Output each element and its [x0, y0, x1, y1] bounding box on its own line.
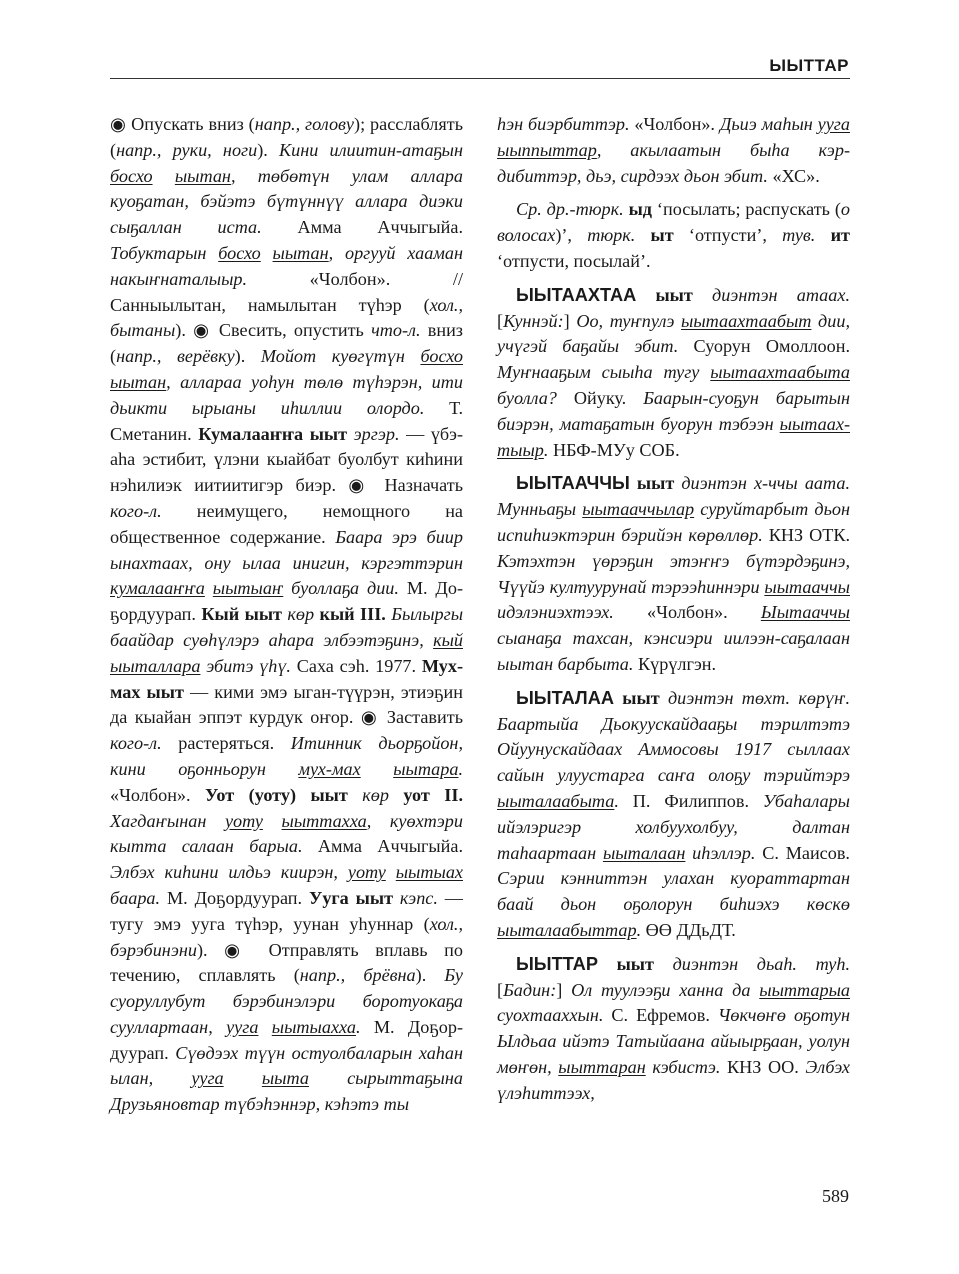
right-paragraph-continuation: һэн биэрбиттэр. «Чолбон». Дьиэ маһын ууга ыыппыттар, акылаатын быһа кэрдибиттэр, дьэ, сирдээх дьон эбит. «ХС». [497, 114, 850, 186]
entry-yytalaa: ЫЫТАЛАА ыыт диэнтэн төхт. көрүҥ. Баартыйа Дьокуускайдааҕы тэрилтэтэ Ойуунускайдаах Аммосовы 1917 сыллаах сайын улуустарга саҥа олоҕу тэрийтэрэ ыыталаабыта. П. Филиппов. Убаһалары ийэлэригэр холбуухолбуу, далтан таһаартаан ыыталаан иһэллэр. С. Маисов. Сэрии кэнниттэн улахан куораттартан баай дьон оҕолорун биһиэхэ көскө ыыталаабыттар. ӨӨ ДДьДТ. [497, 687, 850, 940]
entry-yytaachchy: ЫЫТААЧЧЫ ыыт диэнтэн х-ччы аата. Мунньаҕы ыытааччылар суруйтарбыт дьон испиһиэктэрин бэрийэн көрөллөр. КНЗ ОТК. Кэтэхтэн үөрэҕин этэҥҥэ бүтэрдэҕинэ, Чүүйэ култуурунай тэрээһиннэри ыытааччы идэлэниэхтээх. «Чолбон». Ыытааччы сыанаҕа тахсан, кэнсиэри иилээн-саҕалаан ыытан барбыта. Күрүлгэн. [497, 473, 851, 674]
page-number: 589 [822, 1186, 849, 1206]
running-head: ЫЫТТАР [769, 56, 849, 75]
left-paragraph: ◉ Опускать вниз (напр., голову); расслаблять (напр., руки, ноги). Кини илиитин-атаҕын босхо ыытан, төбөтүн улам аллара куоҕатан, бэйэтэ бүтүннүү аллара диэки сыҕаллан иста. Амма Аччыгыйа. Тобуктарын босхо ыытан, оргууй хааман накыҥнаталыыр. «Чолбон». // Санныылытан, намылытан түһэр (хол., бытаны). ◉ Свесить, опустить что-л. вниз (напр., верёвку). Мойот куөгүтүн босхо ыытан, аллараа уоһун төлө түһэрэн, ити дьикти ырыаны иһиллии олордо. Т. Сметанин. Кумалааҥҥа ыыт эргэр. — үбэ-аһа эстибит, үлэни кыайбат буолбут киһини нэһилиэк иитиитигэр биэр. ◉ Назначать кого-л. неимущего, немощного на общественное содержание. Баара эрэ биир ынахтаах, ону ылаа инигин, кэргэттэрин кумалааҥҥа ыытыаҥ буоллаҕа дии. М. Доҕордуурап. Кый ыыт көр кый III. Былыргы баайдар суөһүлэрэ аһара элбээтэҕинэ, кый ыыталлара эбитэ үһү. Саха сэһ. 1977. Мух-мах ыыт — кими эмэ ыган-түүрэн, этиэҕин да кыайан эппэт курдук оҥор. ◉ Заставить кого-л. растеряться. Итинник дьорҕойон, кини оҕонньорун мух-мах ыытара. «Чолбон». Уот (уоту) ыыт көр уот II. Хагдаҥынан уоту ыыттахха, куөхтэри кытта салаан барыа. Амма Аччыгыйа. Элбэх киһини илдьэ киирэн, уоту ыытыах баара. М. Доҕордуурап. Ууга ыыт кэпс. — тугу эмэ ууга түһэр, уунан уһуннар (хол., бэрэбинэни). ◉ Отправлять вплавь по течению, сплавлять (напр., брёвна). Бу суоруллубут бэрэбинэлэри боротуокаҕа сууллартаан, ууга ыытыахха. М. Доҕордуурап. Сүөдээх түүн остуолбаларын хаһан ылан, ууга ыыта сырыттаҕына Друзьяновтар түбэһэннэр, кэһэтэ ты [110, 114, 464, 1115]
header-rule [110, 78, 850, 79]
right-column [497, 112, 850, 1106]
entry-yytaakhtaa: ЫЫТААХТАА ыыт диэнтэн атаах. [Куннэй:] Оо, туҥпулэ ыытаахтаабыт дии, учүгэй баҕайы эбит. Суорун Омоллоон. Муҥнааҕым сыыһа тугу ыытаахтаабыта буолла? Ойуку. Баарын-суоҕун барытын биэрэн, матаҕатын буорун тэбээн ыытаахтыыр. НБФ-МУу СОБ. [497, 284, 851, 460]
entry-yyttar: ЫЫТТАР ыыт диэнтэн дьаһ. туһ. [Бадин:] Ол туулээҕи ханна да ыыттарыа суохтааххын. С. Ефремов. Чөкчөҥө оҕотун Ылдьаа ийэтэ Татыйаана айыырҕаан, уолун мөҥөн, ыыттаран кэбистэ. КНЗ ОО. Элбэх үлэһиттээх, [497, 953, 851, 1103]
etymology-note: Ср. др.-тюрк. ыд ‘посылать; распускать (о волосах)’, тюрк. ыт ‘отпусти’, тув. ит ‘отпусти, посылай’. [497, 199, 851, 271]
left-column [110, 112, 463, 1118]
